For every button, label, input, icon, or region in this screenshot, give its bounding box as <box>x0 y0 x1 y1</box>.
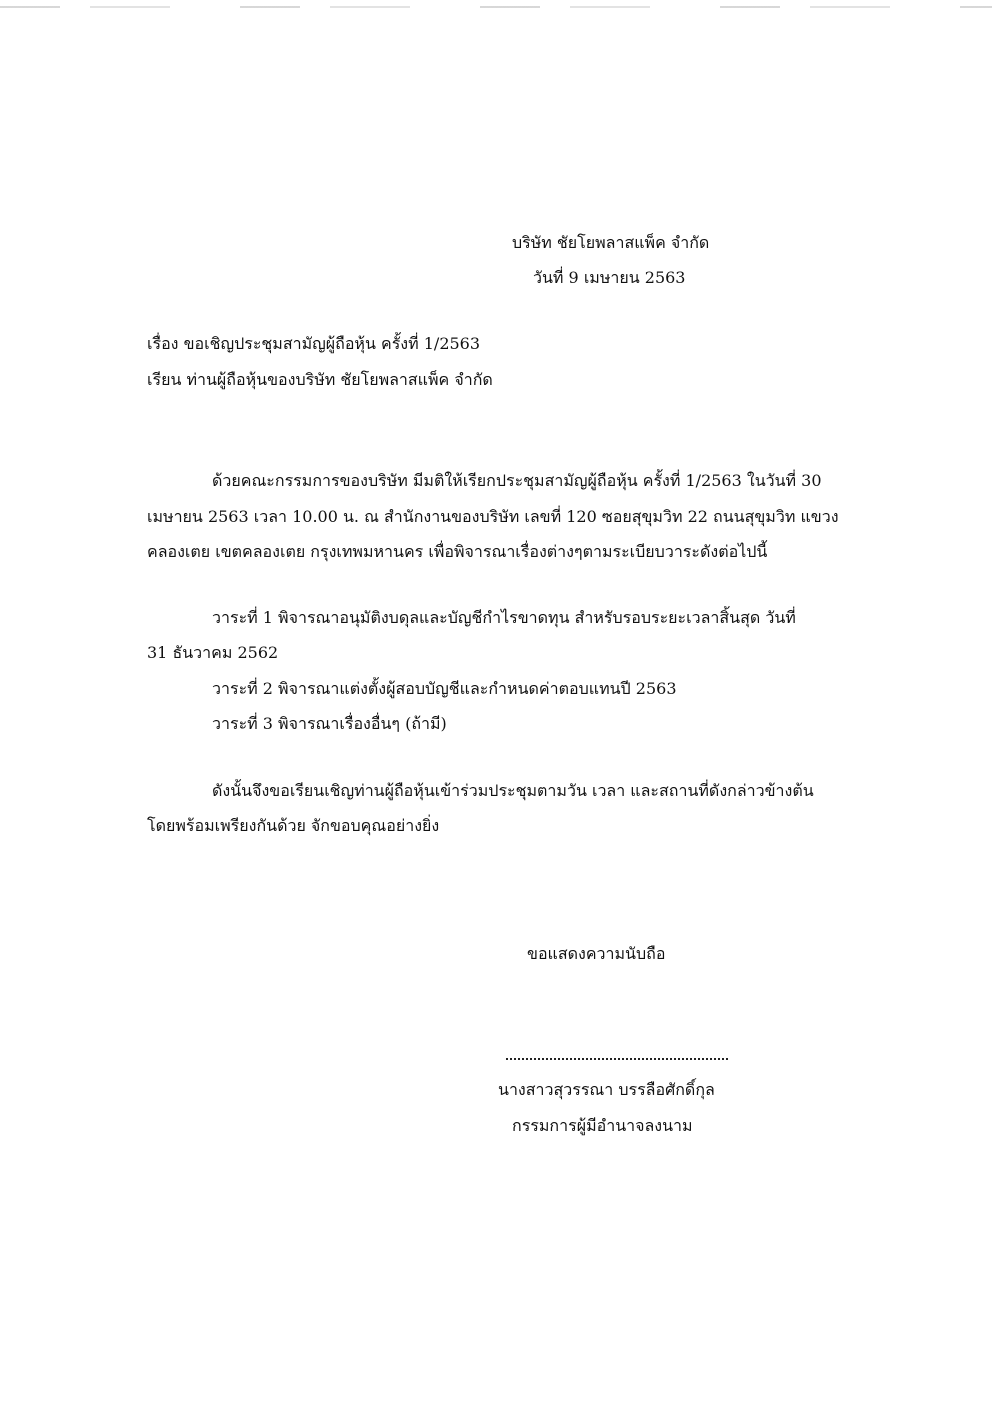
agenda-item-3: วาระที่ 3 พิจารณาเรื่องอื่นๆ (ถ้ามี) <box>212 714 447 733</box>
subject-line: เรื่อง ขอเชิญประชุมสามัญผู้ถือหุ้น ครั้งที่ 1/2563 <box>147 334 481 353</box>
letter-date: วันที่ 9 เมษายน 2563 <box>533 268 686 287</box>
scan-edge-artifact <box>0 6 992 8</box>
signer-name: นางสาวสุวรรณา บรรลือศักดิ์กุล <box>498 1080 715 1099</box>
signer-position: กรรมการผู้มีอำนาจลงนาม <box>512 1116 693 1135</box>
company-name: บริษัท ชัยโยพลาสแพ็ค จำกัด <box>512 233 710 252</box>
agenda-item-1-line-2: 31 ธันวาคม 2562 <box>147 643 279 662</box>
closing-phrase: ขอแสดงความนับถือ <box>527 944 666 963</box>
intro-line-2: เมษายน 2563 เวลา 10.00 น. ณ สำนักงานของบริษัท เลขที่ 120 ซอยสุขุมวิท 22 ถนนสุขุมวิท แขวง <box>147 507 839 526</box>
recipient-line: เรียน ท่านผู้ถือหุ้นของบริษัท ชัยโยพลาสแพ็ค จำกัด <box>147 370 493 389</box>
intro-line-1: ด้วยคณะกรรมการของบริษัท มีมติให้เรียกประชุมสามัญผู้ถือหุ้น ครั้งที่ 1/2563 ในวันที่ 30 <box>212 471 822 490</box>
agenda-item-2: วาระที่ 2 พิจารณาแต่งตั้งผู้สอบบัญชีและกำหนดค่าตอบแทนปี 2563 <box>212 679 677 698</box>
signature-line <box>506 1058 728 1060</box>
conclusion-line-2: โดยพร้อมเพรียงกันด้วย จักขอบคุณอย่างยิ่ง <box>147 816 440 835</box>
conclusion-line-1: ดังนั้นจึงขอเรียนเชิญท่านผู้ถือหุ้นเข้าร่วมประชุมตามวัน เวลา และสถานที่ดังกล่าวข้างต้น <box>212 781 814 800</box>
intro-line-3: คลองเตย เขตคลองเตย กรุงเทพมหานคร เพื่อพิจารณาเรื่องต่างๆตามระเบียบวาระดังต่อไปนี้ <box>147 542 768 561</box>
agenda-item-1-line-1: วาระที่ 1 พิจารณาอนุมัติงบดุลและบัญชีกำไรขาดทุน สำหรับรอบระยะเวลาสิ้นสุด วันที่ <box>212 608 796 627</box>
